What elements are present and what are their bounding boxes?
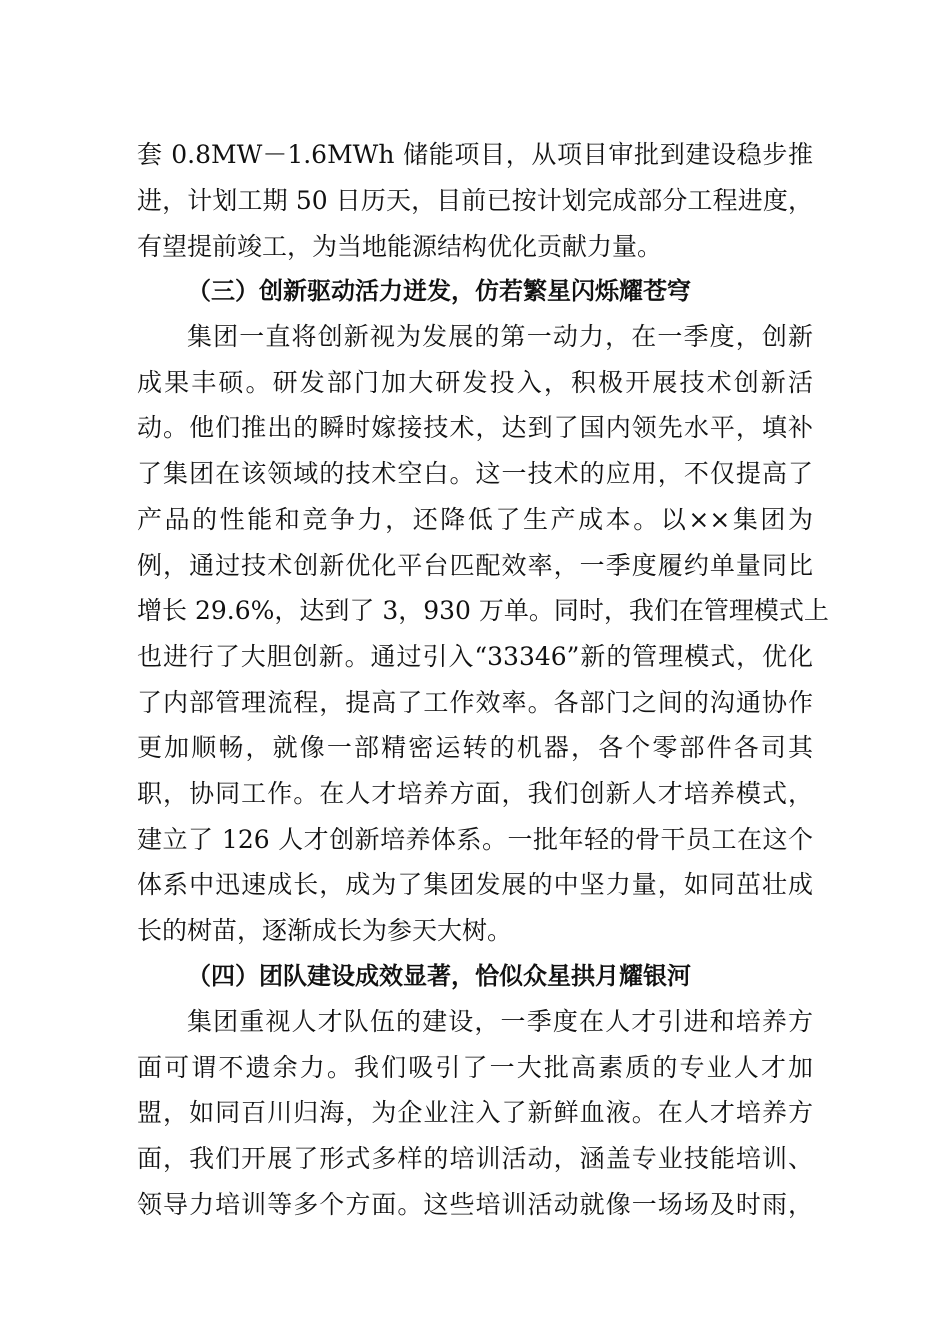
- paragraph-line: 建立了 126 人才创新培养体系。一批年轻的骨干员工在这个: [137, 825, 813, 854]
- paragraph-line: 体系中迅速成长，成为了集团发展的中坚力量，如同茁壮成: [137, 870, 813, 899]
- paragraph-line: 产品的性能和竞争力，还降低了生产成本。以××集团为: [137, 505, 813, 534]
- paragraph-line: 长的树苗，逐渐成长为参天大树。: [137, 916, 513, 945]
- paragraph-line: 盟，如同百川归海，为企业注入了新鲜血液。在人才培养方: [137, 1098, 813, 1127]
- paragraph-line: 也进行了大胆创新。通过引入“33346”新的管理模式，优化: [137, 642, 813, 671]
- paragraph-line: 进，计划工期 50 日历天，目前已按计划完成部分工程进度，: [137, 186, 813, 215]
- paragraph-line: 领导力培训等多个方面。这些培训活动就像一场场及时雨，: [137, 1190, 813, 1219]
- paragraph-line: 例，通过技术创新优化平台匹配效率，一季度履约单量同比: [137, 551, 813, 580]
- section-heading-4: （四）团队建设成效显著，恰似众星拱月耀银河: [187, 962, 691, 990]
- paragraph-line: 套 0.8MW－1.6MWh 储能项目，从项目审批到建设稳步推: [137, 140, 813, 169]
- paragraph-line: 有望提前竣工，为当地能源结构优化贡献力量。: [137, 232, 663, 261]
- paragraph-line: 动。他们推出的瞬时嫁接技术，达到了国内领先水平，填补: [137, 413, 813, 442]
- paragraph-line: 了集团在该领域的技术空白。这一技术的应用，不仅提高了: [137, 459, 813, 488]
- paragraph-line: 集团重视人才队伍的建设，一季度在人才引进和培养方: [187, 1007, 813, 1036]
- paragraph-line: 增长 29.6%，达到了 3，930 万单。同时，我们在管理模式上: [137, 596, 829, 625]
- paragraph-line: 职，协同工作。在人才培养方面，我们创新人才培养模式，: [137, 779, 813, 808]
- paragraph-line: 集团一直将创新视为发展的第一动力，在一季度，创新: [187, 322, 813, 351]
- paragraph-line: 面可谓不遗余力。我们吸引了一大批高素质的专业人才加: [137, 1053, 813, 1082]
- paragraph-line: 更加顺畅，就像一部精密运转的机器，各个零部件各司其: [137, 733, 813, 762]
- paragraph-line: 成果丰硕。研发部门加大研发投入，积极开展技术创新活: [137, 368, 813, 397]
- paragraph-line: 了内部管理流程，提高了工作效率。各部门之间的沟通协作: [137, 688, 813, 717]
- paragraph-line: 面，我们开展了形式多样的培训活动，涵盖专业技能培训、: [137, 1144, 813, 1173]
- section-heading-3: （三）创新驱动活力迸发，仿若繁星闪烁耀苍穹: [187, 277, 691, 305]
